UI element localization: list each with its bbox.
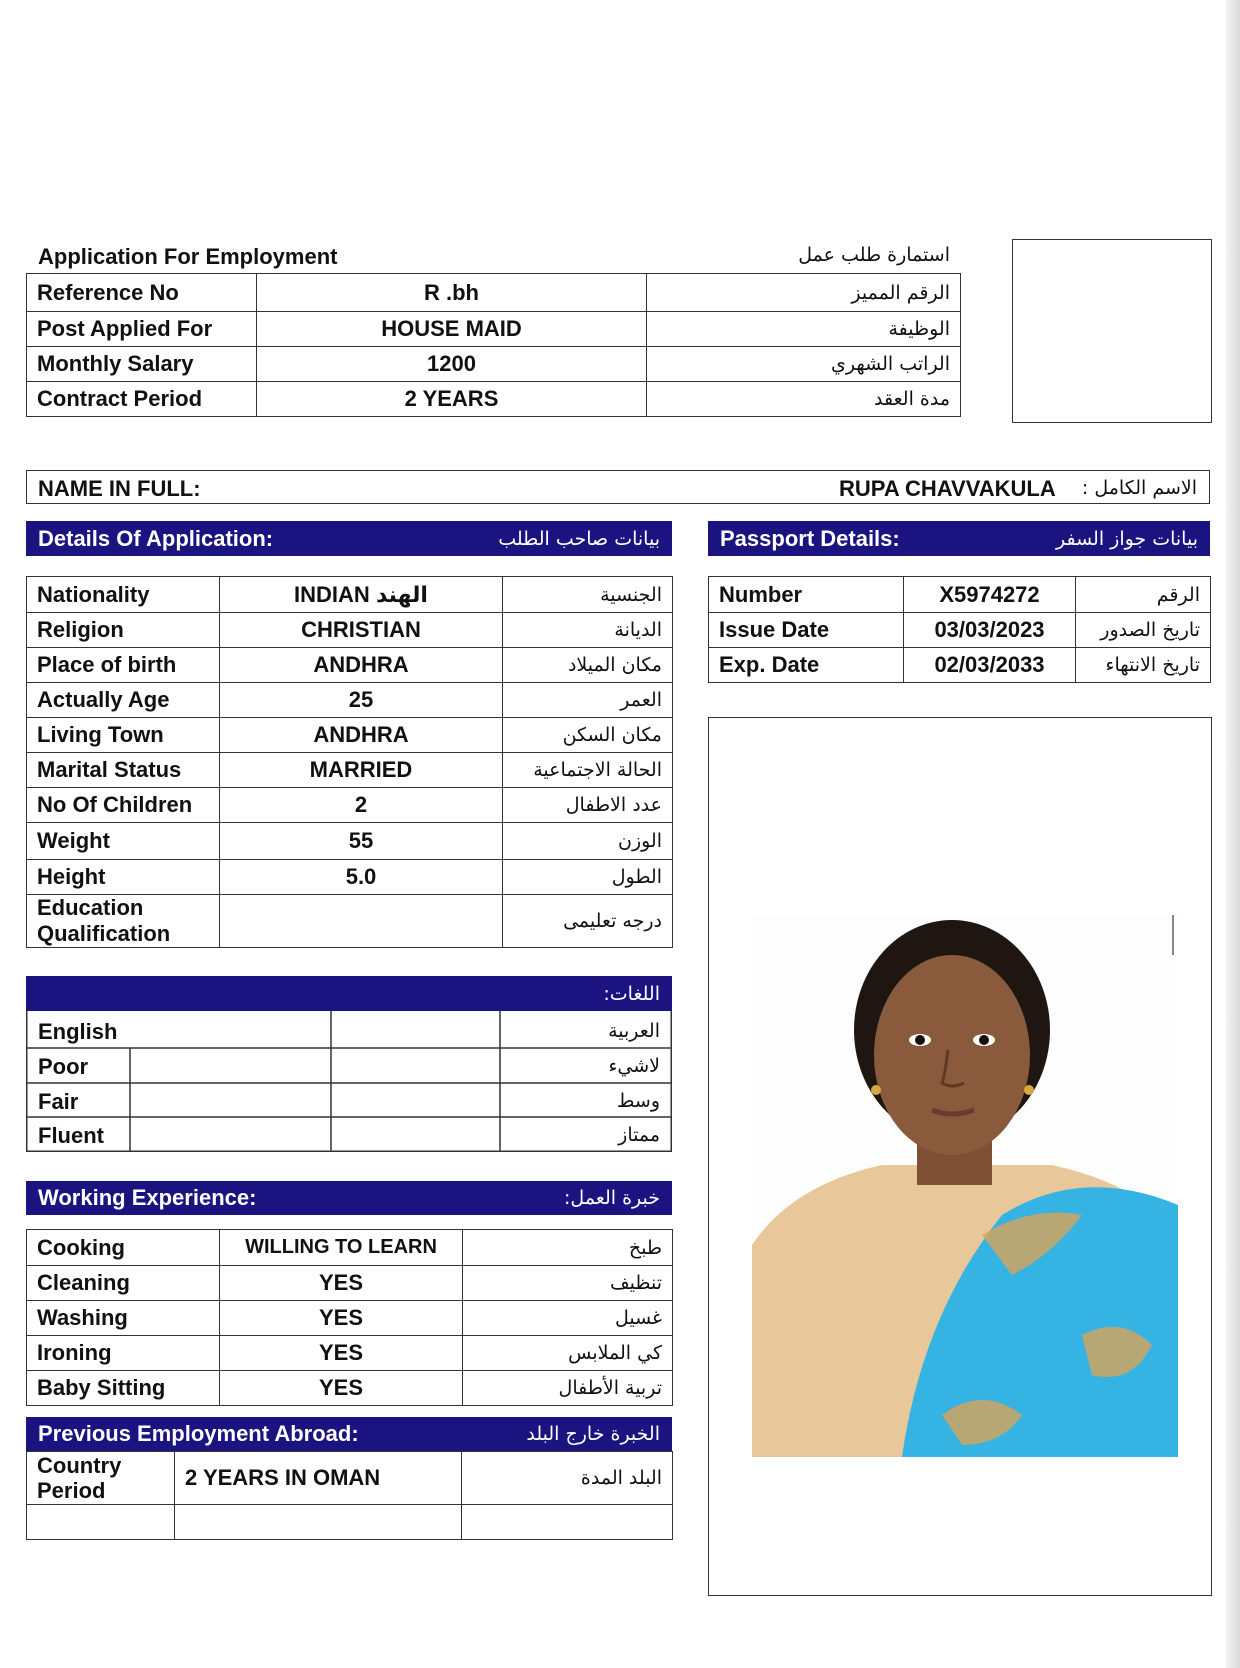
field-label-ar: الوظيفة (647, 312, 961, 347)
field-value: 1200 (257, 347, 647, 382)
field-label: No Of Children (27, 788, 220, 823)
experience-heading-ar: خبرة العمل: (564, 1187, 660, 1209)
previous-heading-en: Previous Employment Abroad: (38, 1421, 359, 1446)
skill-label: Washing (27, 1301, 220, 1336)
details-heading (26, 521, 672, 556)
field-label-ar: مكان السكن (503, 718, 673, 753)
table-row (27, 382, 961, 417)
field-label-ar: الديانة (503, 613, 673, 648)
field-label: Nationality (27, 577, 220, 613)
field-label-ar: الرقم المميز (647, 274, 961, 312)
skill-label: Cooking (27, 1230, 220, 1266)
languages-grid (26, 1011, 672, 1152)
passport-heading (708, 521, 1210, 556)
applicant-portrait-image (752, 915, 1178, 1457)
field-label-ar: الجنسية (503, 577, 673, 613)
field-value: 02/03/2033 (904, 648, 1076, 683)
table-row (27, 1505, 673, 1540)
previous-label-line2: Period (37, 1478, 106, 1503)
table-row (27, 1301, 673, 1336)
field-label-ar: الرقم (1076, 577, 1211, 613)
field-label-ar: مكان الميلاد (503, 648, 673, 683)
field-label: Contract Period (27, 382, 257, 417)
education-label-ar: درجه تعليمى (503, 895, 673, 948)
table-row (27, 683, 673, 718)
field-label-ar: الراتب الشهري (647, 347, 961, 382)
skill-value: YES (220, 1266, 463, 1301)
field-label: Exp. Date (709, 648, 904, 683)
details-heading-en: Details Of Application: (38, 525, 274, 551)
table-row (27, 860, 673, 895)
table-row (27, 1336, 673, 1371)
photo-edge-mark (1172, 915, 1174, 955)
education-label-line2: Qualification (37, 921, 171, 946)
name-label-ar: الاسم الكامل : (1081, 477, 1197, 499)
table-row (27, 823, 673, 860)
skill-value: YES (220, 1336, 463, 1371)
table-row (709, 577, 1211, 613)
field-value: 25 (220, 683, 503, 718)
skill-label: Cleaning (27, 1266, 220, 1301)
languages-heading-ar: اللغات: (603, 982, 660, 1005)
experience-heading-en: Working Experience: (38, 1185, 257, 1210)
field-value: R .bh (257, 274, 647, 312)
previous-label-line1: Country (37, 1453, 122, 1478)
field-value: 03/03/2023 (904, 613, 1076, 648)
education-label (27, 895, 220, 948)
skill-label: Baby Sitting (27, 1371, 220, 1406)
name-row (26, 470, 1210, 504)
previous-label-ar: البلد المدة (462, 1452, 673, 1505)
skill-label: Ironing (27, 1336, 220, 1371)
table-row (27, 1266, 673, 1301)
table-row (27, 1230, 673, 1266)
level-label: Fluent (38, 1123, 104, 1148)
field-value: 55 (220, 823, 503, 860)
field-label: Issue Date (709, 613, 904, 648)
field-label-ar: الحالة الاجتماعية (503, 753, 673, 788)
previous-table (26, 1451, 673, 1540)
field-label: Place of birth (27, 648, 220, 683)
field-label-ar: مدة العقد (647, 382, 961, 417)
previous-label (27, 1452, 175, 1505)
passport-heading-ar: بيانات جواز السفر (1056, 527, 1198, 550)
field-value: 5.0 (220, 860, 503, 895)
skill-value: YES (220, 1301, 463, 1336)
passport-heading-en: Passport Details: (720, 525, 900, 551)
experience-table (26, 1229, 673, 1406)
field-value: INDIAN الهند (220, 577, 503, 613)
form-title: Application For Employment (38, 244, 338, 269)
details-table (26, 576, 673, 948)
field-value: ANDHRA (220, 648, 503, 683)
field-label: Number (709, 577, 904, 613)
field-label: Weight (27, 823, 220, 860)
passport-table (708, 576, 1211, 683)
field-label: Height (27, 860, 220, 895)
field-label-ar: العمر (503, 683, 673, 718)
level-label: Fair (38, 1089, 79, 1114)
previous-heading (26, 1417, 672, 1451)
skill-value: YES (220, 1371, 463, 1406)
previous-value: 2 YEARS IN OMAN (175, 1452, 462, 1505)
form-title-ar: استمارة طلب عمل (798, 244, 950, 266)
field-label-ar: تاريخ الصدور (1076, 613, 1211, 648)
education-label-line1: Education (37, 895, 144, 920)
page-edge (1226, 0, 1240, 1668)
skill-label-ar: كي الملابس (463, 1336, 673, 1371)
table-row (27, 1452, 673, 1505)
applicant-photo (752, 915, 1178, 1457)
field-value: 2 YEARS (257, 382, 647, 417)
field-label-ar: الوزن (503, 823, 673, 860)
table-row (27, 613, 673, 648)
table-row (27, 274, 961, 312)
table-row (27, 577, 673, 613)
previous-heading-ar: الخبرة خارج البلد (526, 1423, 660, 1445)
skill-label-ar: تنظيف (463, 1266, 673, 1301)
language-arabic-label: العربية (608, 1020, 660, 1042)
table-row (27, 895, 673, 948)
table-row (27, 347, 961, 382)
photo-box-small (1012, 239, 1212, 423)
table-row (27, 718, 673, 753)
details-heading-ar: بيانات صاحب الطلب (498, 527, 660, 550)
name-value: RUPA CHAVVAKULA (839, 476, 1056, 501)
skill-label-ar: طبخ (463, 1230, 673, 1266)
table-row (709, 648, 1211, 683)
language-english-label: English (38, 1019, 118, 1044)
field-label: Religion (27, 613, 220, 648)
level-label-ar: وسط (616, 1090, 660, 1112)
languages-table (26, 1011, 672, 1152)
skill-label-ar: غسيل (463, 1301, 673, 1336)
field-label-ar: الطول (503, 860, 673, 895)
field-value: ANDHRA (220, 718, 503, 753)
experience-heading (26, 1181, 672, 1215)
skill-value: WILLING TO LEARN (220, 1230, 463, 1266)
table-row (27, 753, 673, 788)
field-label: Monthly Salary (27, 347, 257, 382)
field-value: HOUSE MAID (257, 312, 647, 347)
level-label-ar: ممتاز (618, 1124, 660, 1146)
field-label: Marital Status (27, 753, 220, 788)
skill-label-ar: تربية الأطفال (463, 1371, 673, 1406)
field-label: Post Applied For (27, 312, 257, 347)
languages-heading (26, 976, 672, 1011)
field-value: X5974272 (904, 577, 1076, 613)
table-row (27, 648, 673, 683)
level-label-ar: لاشيء (608, 1055, 660, 1077)
field-value: 2 (220, 788, 503, 823)
empty-cell (27, 1505, 175, 1540)
field-label: Reference No (27, 274, 257, 312)
table-row (27, 788, 673, 823)
header-table (26, 273, 961, 417)
field-value: MARRIED (220, 753, 503, 788)
level-label: Poor (38, 1054, 89, 1079)
field-label: Actually Age (27, 683, 220, 718)
empty-cell (175, 1505, 462, 1540)
field-label: Living Town (27, 718, 220, 753)
field-label-ar: عدد الاطفال (503, 788, 673, 823)
table-row (27, 312, 961, 347)
name-label: NAME IN FULL: (38, 476, 201, 501)
table-row (709, 613, 1211, 648)
table-row (27, 1371, 673, 1406)
field-value: CHRISTIAN (220, 613, 503, 648)
empty-cell (462, 1505, 673, 1540)
education-value (220, 895, 503, 948)
field-label-ar: تاريخ الانتهاء (1076, 648, 1211, 683)
